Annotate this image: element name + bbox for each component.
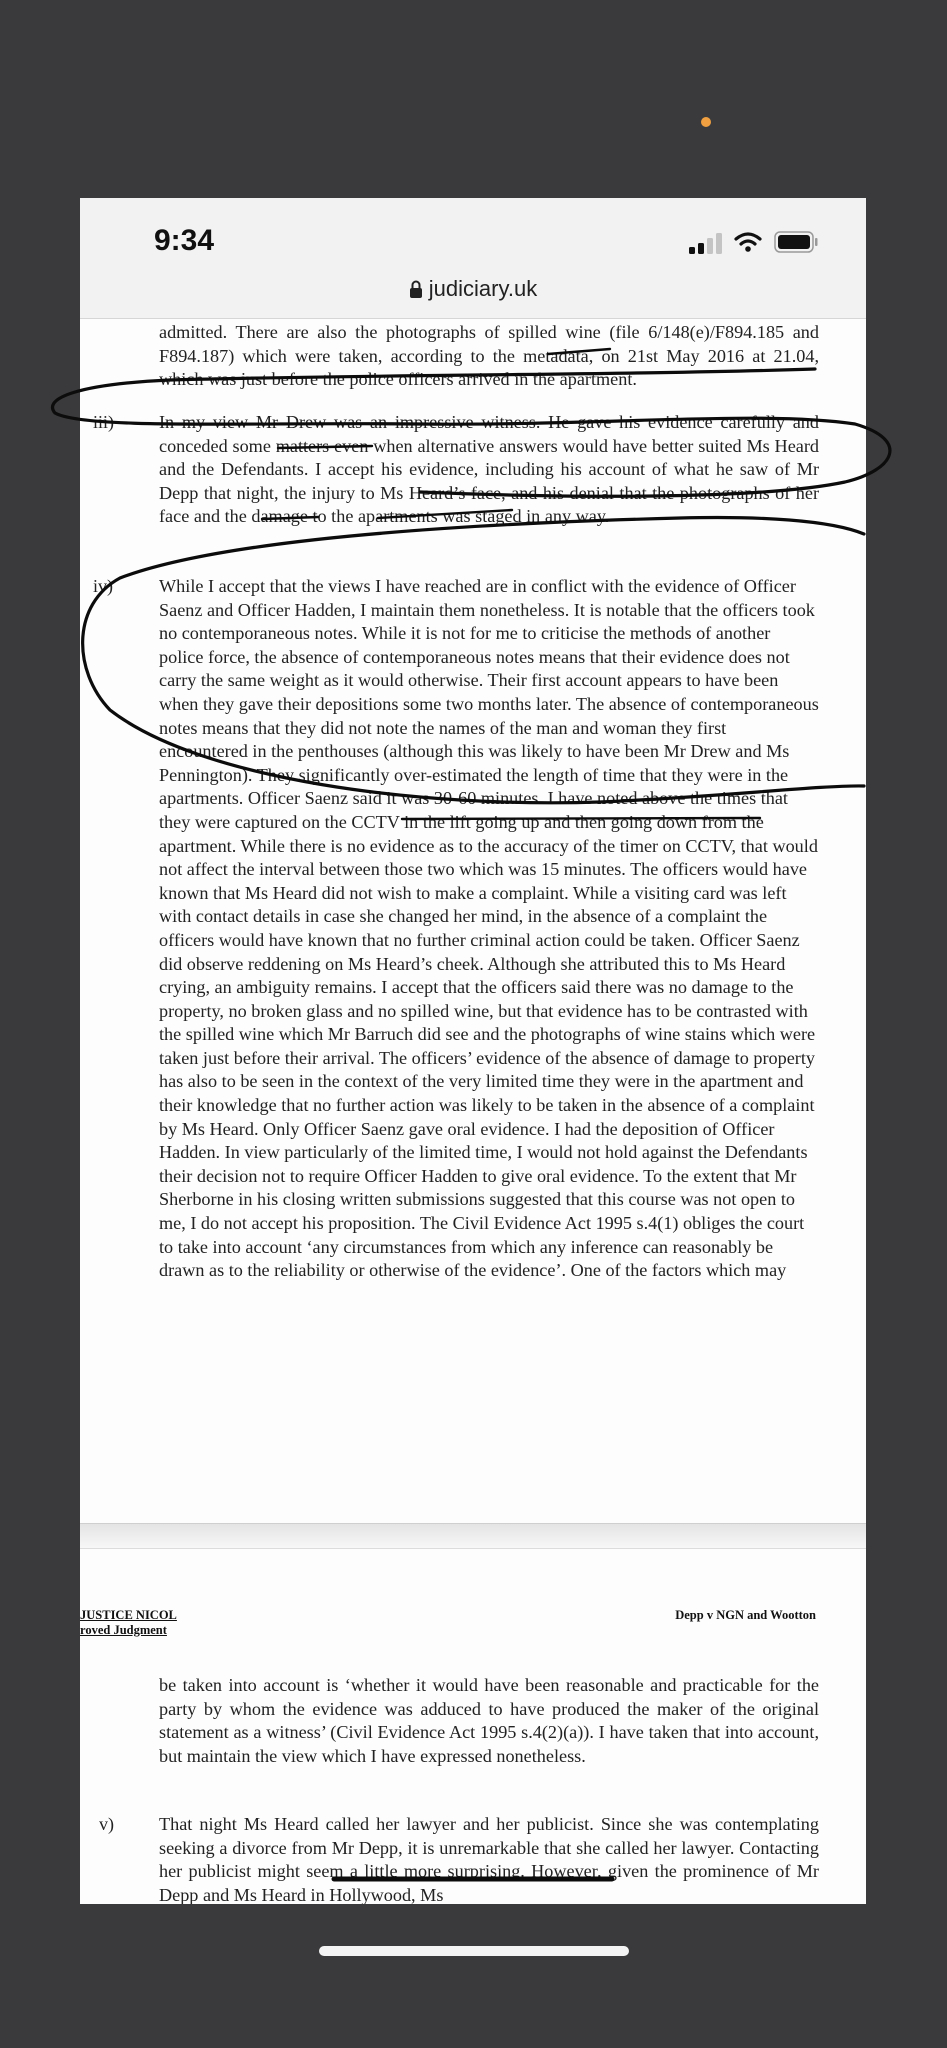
paragraph-continuation: admitted. There are also the photographs of spilled wine (file 6/148(e)/F894.185 and F894.187) which were taken, according to the metadata, on 21st May 2016 at 21.04, which was just before the police officers arrived in the apartment. <box>159 322 819 390</box>
paragraph-iv: While I accept that the views I have reached are in conflict with the evidence of Officer Saenz and Officer Hadden, I maintain them nonetheless. It is notable that the officers took no contemporaneous notes. While it is not for me to criticise the methods of another police force, the absence of contemporaneous notes means that their evidence does not carry the same weight as it would otherwise. Their first account appears to have been when they gave their depositions some two months later. The absence of contemporaneous notes means that they did not note the names of the man and woman they first encountered in the penthouses (although this was likely to have been Mr Drew and Ms Pennington). They significantly over-estimated the length of time that they were in the apartments. Officer Saenz said it was 30-60 minutes. I have noted above the times that they were captured on the CCTV in the lift going up and then going down from the apartment. While there is no evidence as to the accuracy of the timer on CCTV, that would not affect the interval between those two which was 15 minutes. The officers would have known that Ms Heard did not wish to make a complaint. While a visiting card was left with contact details in case she changed her mind, in the absence of a complaint the officers would have known that no further criminal action could be taken. Officer Saenz did observe reddening on Ms Heard’s cheek. Although she attributed this to Ms Heard crying, an ambiguity remains. I accept that the officers said there was no damage to the property, no broken glass and no spilled wine, but that evidence has to be contrasted with the spilled wine which Mr Barruch did see and the photographs of wine stains which were taken just before their arrival. The officers’ evidence of the absence of damage to property has also to be seen in the context of the very limited time they were in the apartment and their knowledge that no further action was likely to be taken in the absence of a complaint by Ms Heard. Only Officer Saenz gave oral evidence. I had the deposition of Officer Hadden. In view particularly of the limited time, I would not hold against the Defendants their decision not to require Officer Hadden to give oral evidence. To the extent that Mr Sherborne in his closing written submissions suggested that this course was not open to me, I do not accept his proposition. The Civil Evidence Act 1995 s.4(1) obliges the court to take into account ‘any circumstances from which any inference can reasonably be drawn as to the reliability or otherwise of the evidence’. One of the factors which may <box>159 576 819 1281</box>
url-text: judiciary.uk <box>428 276 538 301</box>
paragraph-number-v: v) <box>99 1814 114 1834</box>
paragraph-number-iv: iv) <box>93 576 113 596</box>
header-judge: JUSTICE NICOL <box>80 1608 177 1622</box>
browser-status-bar <box>80 198 866 319</box>
battery-icon <box>774 231 818 253</box>
status-time: 9:34 <box>154 224 215 257</box>
paragraph-v: That night Ms Heard called her lawyer and her publicist. Since she was contemplating seeking a divorce from Mr Depp, it is unremarkable that she called her lawyer. Contacting her publicist might seem a little more surprising. However, given the prominence of Mr Depp and Ms Heard in Hollywood, Ms <box>159 1814 819 1904</box>
header-judgment-type: roved Judgment <box>80 1623 167 1637</box>
camera-dot <box>701 117 711 127</box>
paragraph-iv-continuation: be taken into account is ‘whether it would have been reasonable and practicable for the party by whom the evidence was adduced to have produced the maker of the original statement as a witness’ (Civil Evidence Act 1995 s.4(2)(a)). I have taken that into account, but maintain the view which I have expressed nonetheless. <box>159 1675 819 1766</box>
paragraph-iii: In my view Mr Drew was an impressive witness. He gave his evidence carefully and conceded some matters even when alternative answers would have better suited Ms Heard and the Defendants. I accept his evidence, including his account of what he saw of Mr Depp that night, the injury to Ms Heard’s face, and his denial that the photographs of her face and the damage to the apartments was staged in any way. <box>159 412 819 527</box>
phone-screenshot <box>80 198 866 1904</box>
cellular-signal-icon <box>687 232 725 254</box>
page-header-left <box>80 1608 177 1638</box>
address-bar[interactable] <box>80 276 866 302</box>
wifi-icon <box>734 231 762 253</box>
lock-icon <box>409 280 423 298</box>
page-header-case: Depp v NGN and Wootton <box>675 1608 816 1622</box>
paragraph-number-iii: iii) <box>93 412 114 432</box>
home-indicator[interactable] <box>319 1946 629 1956</box>
page-break <box>80 1523 866 1549</box>
